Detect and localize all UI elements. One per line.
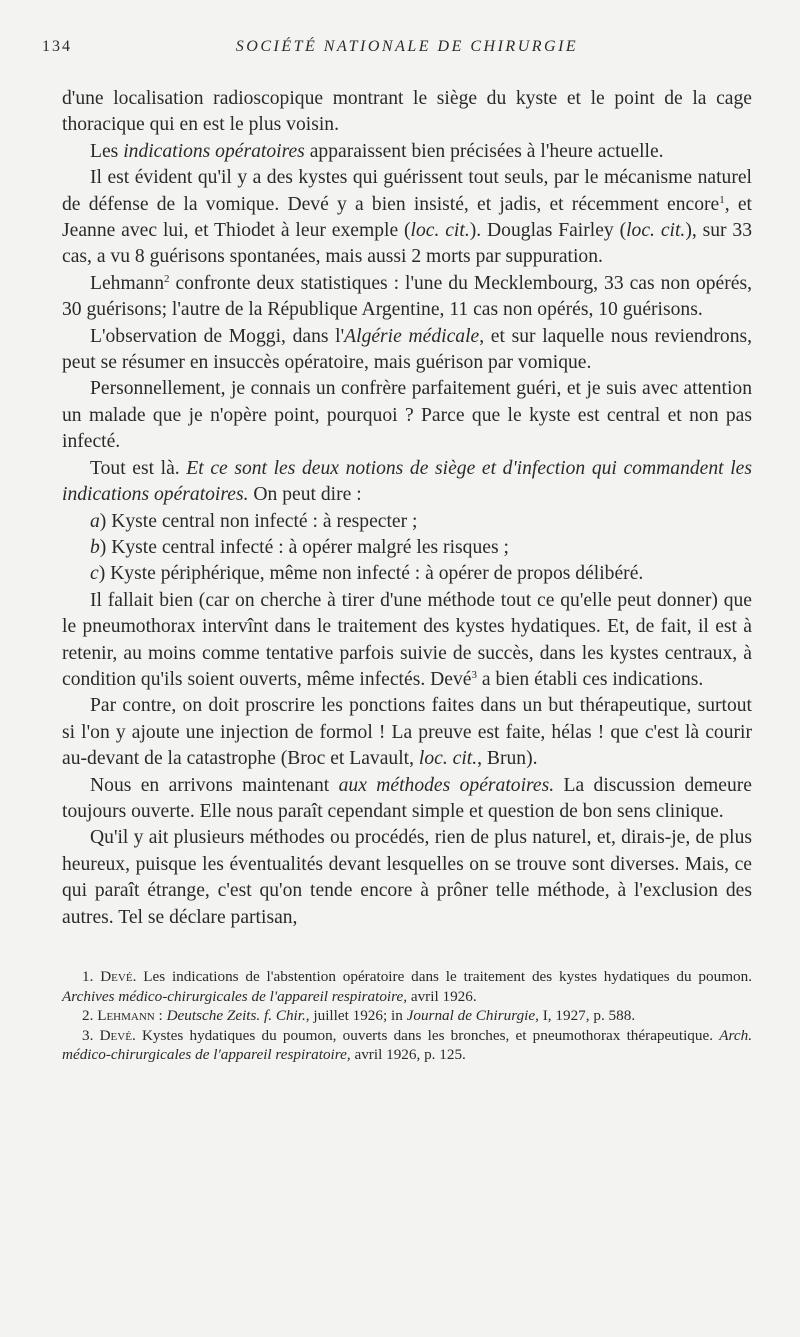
paragraph-text: Il fallait bien (car on cherche à tirer d'une méthode tout ce qu'elle peut donner) que le pneumothorax intervînt dans le traitement des kystes hydatiques. Et, de fait, il est à retenir, au moins comme tentative parfois suivie de succès, dans les kystes centraux, à condition qu'ils soient ouverts, même infectés. Devé — [62, 589, 752, 690]
list-letter: c — [90, 563, 99, 585]
italic-phrase: loc. cit. — [626, 220, 686, 242]
paragraph-text: Qu'il y ait plusieurs méthodes ou procédés, rien de plus naturel, et, dirais-je, de plus heureux, puisque les éventualités devant lesquelles on se trouve sont diverses. Mais, ce qui paraît étrange, c'est qu'on tende encore à prôner telle méthode, à l'exclusion des autres. Tel se déclare partisan, — [62, 827, 752, 928]
paragraph — [62, 456, 752, 509]
footnote-text: . Les indications de l'abstention opératoire dans le traitement des kystes hydatiques du poumon. — [132, 968, 753, 985]
footnote-journal: Arch. médico-chirurgicales de l'appareil respiratoire — [62, 1026, 752, 1064]
italic-phrase: Algérie médicale — [344, 325, 480, 347]
paragraph — [62, 825, 752, 931]
paragraph-text: Tout est là. — [90, 457, 187, 479]
footnote-author: Devé — [99, 1026, 132, 1044]
page — [42, 38, 753, 1065]
italic-phrase: aux méthodes opératoires. — [338, 774, 555, 796]
list-item — [62, 509, 752, 535]
footnote-author: Devé — [100, 968, 133, 985]
paragraph — [62, 588, 752, 694]
footnote-text: : — [154, 1007, 167, 1025]
paragraph-text: Nous en arrivons maintenant — [90, 774, 339, 796]
paragraph-text: ), sur 33 cas, a vu 8 guérisons spontanées, mais aussi 2 morts par suppuration. — [62, 220, 753, 268]
italic-phrase: indications opératoires — [123, 140, 305, 162]
footnote-ref[interactable]: 2 — [164, 272, 170, 285]
footnote-text: . Kystes hydatiques du poumon, ouverts dans les bronches, et pneumothorax thérapeutique. — [131, 1026, 720, 1044]
paragraph-text: , Brun). — [477, 748, 538, 770]
list-item — [62, 561, 752, 587]
list-item — [62, 535, 752, 561]
paragraph — [62, 773, 752, 826]
paragraph-text: L'observation de Moggi, dans l' — [90, 325, 345, 347]
footnote-journal: Archives médico-chirurgicales de l'appareil respiratoire, — [62, 987, 408, 1005]
italic-phrase: loc. cit. — [410, 220, 470, 242]
paragraph — [62, 376, 752, 455]
footnotes — [62, 967, 752, 1065]
footnote — [62, 1006, 752, 1026]
paragraph-text: Par contre, on doit proscrire les ponctions faites dans un but thérapeutique, surtout si l'on y ajoute une injection de formol ! La preuve est faite, hélas ! que c'est là courir au-devant de la catastrophe (Broc et Lavault, — [62, 695, 752, 770]
paragraph-text: La discussion demeure toujours ouverte. Elle nous paraît cependant simple et question de bon sens clinique. — [62, 774, 752, 822]
running-head — [42, 38, 752, 60]
footnote-ref[interactable]: 3 — [471, 668, 477, 681]
footnote-ref[interactable]: 1 — [719, 193, 725, 206]
body-text — [62, 86, 752, 931]
list-item-text: ) Kyste périphérique, même non infecté : à opérer de propos délibéré. — [98, 563, 644, 585]
paragraph-text: Lehmann — [90, 272, 164, 294]
list-item-text: ) Kyste central non infecté : à respecter ; — [99, 510, 418, 532]
italic-phrase: Et ce sont les deux notions de siège et d'infection qui commandent les indications opératoires. — [62, 457, 752, 506]
paragraph-text: d'une localisation radioscopique montrant le siège du kyste et le point de la cage thoracique qui en est le plus voisin. — [62, 88, 752, 136]
paragraph — [62, 693, 752, 772]
paragraph-text: ). Douglas Fairley ( — [469, 220, 627, 242]
footnote-journal: Deutsche Zeits. f. Chir. — [166, 1007, 306, 1025]
list-item-text: ) Kyste central infecté : à opérer malgré les risques ; — [99, 536, 509, 558]
paragraph — [62, 86, 752, 139]
page-number: 134 — [42, 38, 72, 55]
footnote-number: 2. — [82, 1007, 98, 1025]
paragraph — [62, 271, 752, 324]
footnote — [62, 1026, 752, 1065]
italic-phrase: loc. cit. — [418, 748, 478, 770]
paragraph-text: Les — [90, 140, 124, 162]
footnote-text: avril 1926. — [407, 987, 477, 1005]
paragraph — [62, 165, 752, 271]
paragraph — [62, 139, 752, 165]
paragraph-text: confronte deux statistiques : l'une du Mecklembourg, 33 cas non opérés, 30 guérisons; l'autre de la République Argentine, 11 cas non opérés, 10 guérisons. — [62, 272, 752, 321]
paragraph-text: Personnellement, je connais un confrère parfaitement guéri, et je suis avec attention un malade que je n'opère point, pourquoi ? Parce que le kyste est central et non pas infecté. — [62, 378, 752, 453]
footnote-text: , avril 1926, p. 125. — [346, 1046, 466, 1064]
footnote-number: 3. — [82, 1026, 100, 1044]
footnote-journal: Journal de Chirurgie — [406, 1007, 536, 1025]
paragraph-text: , et Jeanne avec lui, et Thiodet à leur exemple ( — [62, 193, 752, 242]
list-letter: b — [90, 536, 100, 558]
paragraph-text: a bien établi ces indications. — [476, 668, 704, 690]
paragraph-text: Il est évident qu'il y a des kystes qui guérissent tout seuls, par le mécanisme naturel de défense de la vomique. Devé y a bien insisté, et jadis, et récemment encore — [62, 167, 752, 215]
list-letter: a — [90, 510, 100, 532]
running-title: SOCIÉTÉ NATIONALE DE CHIRURGIE — [235, 38, 579, 55]
paragraph-text: apparaissent bien précisées à l'heure actuelle. — [304, 140, 664, 162]
footnote-text: , juillet 1926; in — [305, 1007, 407, 1025]
footnote-author: Lehmann — [97, 1007, 155, 1025]
footnote-text: , I, 1927, p. 588. — [535, 1007, 636, 1025]
paragraph-text: On peut dire : — [248, 484, 362, 506]
footnote — [62, 967, 752, 1006]
footnote-number: 1. — [82, 968, 101, 985]
paragraph-text: , et sur laquelle nous reviendrons, peut se résumer en insuccès opératoire, mais guérison par vomique. — [62, 325, 753, 374]
paragraph — [62, 324, 752, 377]
